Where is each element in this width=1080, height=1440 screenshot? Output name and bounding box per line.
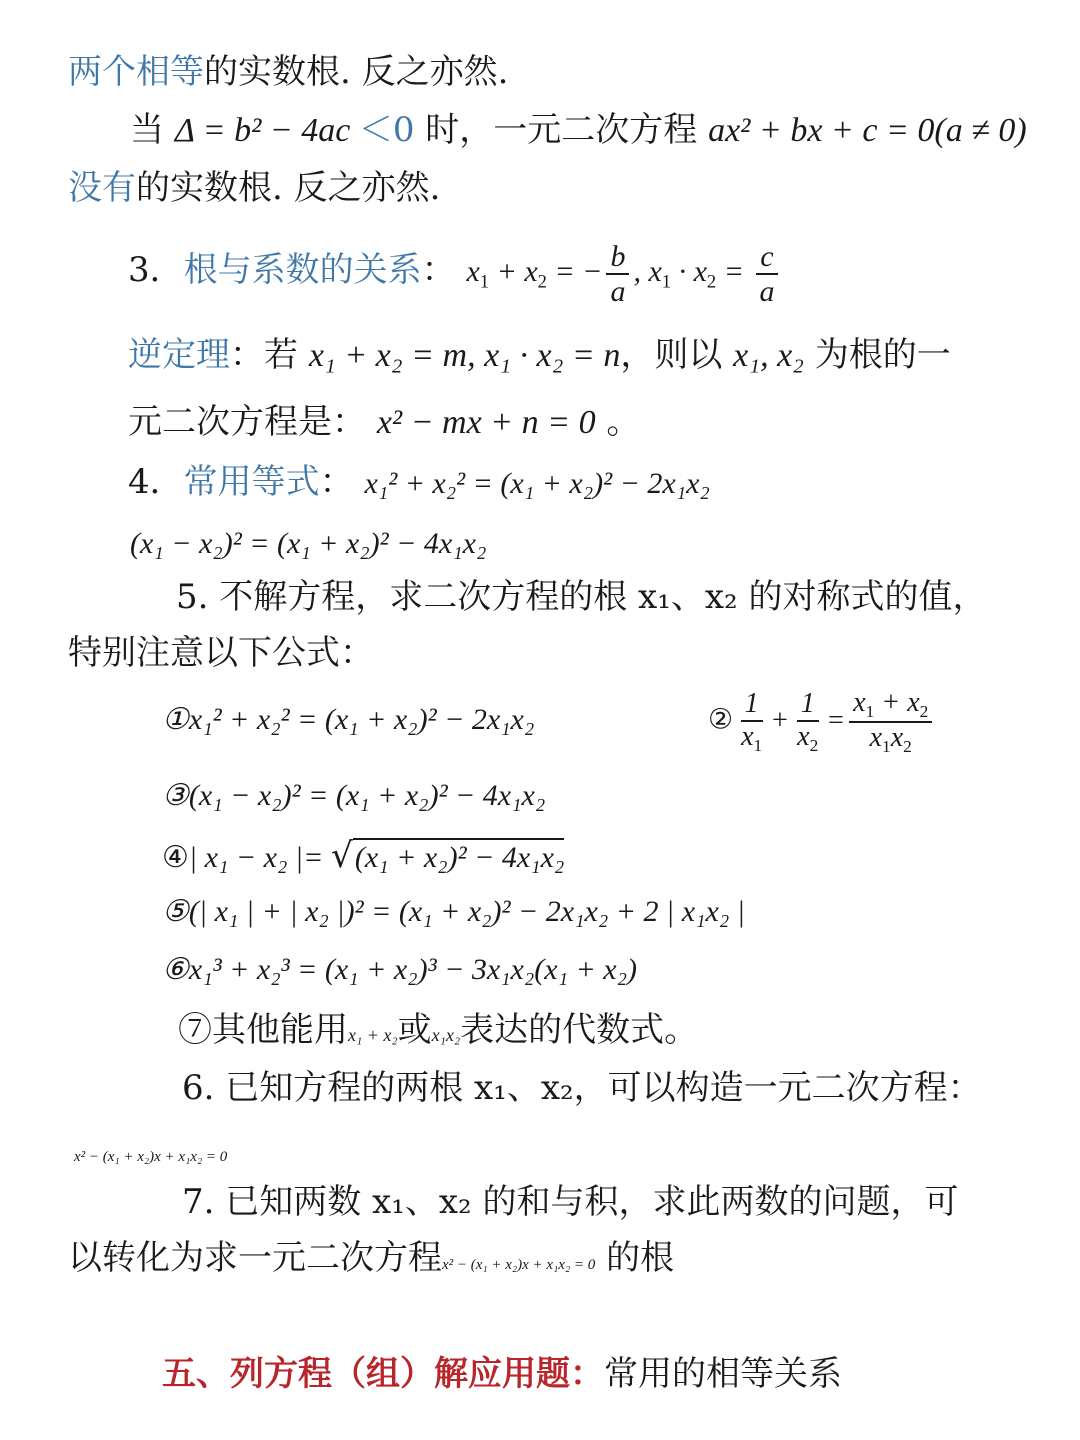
line-text: 当 (130, 110, 164, 150)
line-text: 或 (397, 1010, 432, 1050)
converse-equation (128, 402, 1080, 444)
line-equal-roots (68, 52, 1080, 93)
identity-diff-square: (x₁ − x₂)² = (x₁ + x₂)² − 4x₁x₂ (130, 527, 487, 560)
line-text: 时，一元二次方程 (414, 110, 709, 150)
sum-product-equation-small: x² − (x₁ + x₂)x + x₁x₂ = 0 (442, 1257, 596, 1273)
product-expression: x₁x₂ (431, 1025, 461, 1045)
discriminant-formula: Δ = b² − 4ac (174, 112, 359, 149)
roots-symbol: x₁, x₂ (733, 337, 804, 374)
identity-diff-square-line (130, 522, 1080, 563)
sum-expression: x₁ + x₂ (348, 1025, 398, 1045)
constructed-equation: x² − mx + n = 0 (376, 404, 596, 441)
section-subtitle: 常用的相等关系 (604, 1354, 842, 1394)
highlight-two-equal: 两个相等 (68, 52, 204, 92)
item-number: 4． (128, 462, 184, 502)
sqrt-icon: √ (330, 836, 353, 876)
section-title: 五、列方程（组）解应用题： (162, 1354, 604, 1394)
constructed-equation-small: x² − (x₁ + x₂)x + x₁x₂ = 0 (74, 1149, 228, 1165)
converse-theorem (128, 335, 1080, 377)
formula-2 (708, 688, 1080, 756)
formula-5 (162, 894, 1080, 930)
line-text: 的实数根. 反之亦然. (204, 52, 509, 92)
section-heading (162, 1354, 1080, 1395)
colon: ： (421, 249, 456, 290)
line-text: 5. 不解方程，求二次方程的根 x₁、x₂ 的对称式的值， (176, 577, 987, 617)
line-text: 6. 已知方程的两根 x₁、x₂，可以构造一元二次方程： (182, 1068, 982, 1108)
construct-equation-line (74, 1130, 1080, 1171)
formula-4-label: ④ (162, 840, 189, 875)
formula-7 (178, 1010, 1080, 1051)
formula-3-eq: ③(x₁ − x₂)² = (x₁ + x₂)² − 4x₁x₂ (162, 779, 546, 812)
sum-product-intro (182, 1182, 1080, 1223)
symmetric-intro (176, 577, 1080, 618)
identity-sum-squares: x₁² + x₂² = (x₁ + x₂)² − 2x₁x₂ (364, 467, 710, 500)
converse-title: 逆定理 (128, 335, 230, 375)
formula-2-label: ② (708, 702, 734, 736)
formula-6-eq: ⑥x₁³ + x₂³ = (x₁ + x₂)³ − 3x₁x₂(x₁ + x₂) (162, 953, 638, 986)
line-text: 以转化为求一元二次方程 (68, 1238, 442, 1278)
line-text: 7. 已知两数 x₁、x₂ 的和与积，求此两数的问题，可 (182, 1182, 959, 1222)
formula-1-eq: ①x₁² + x₂² = (x₁ + x₂)² − 2x₁x₂ (162, 703, 535, 736)
less-than-zero: ＜0 (358, 110, 415, 150)
converse-condition: x₁ + x₂ = m, x₁ · x₂ = n (308, 337, 621, 374)
line-text: 为根的一 (803, 335, 951, 375)
sum-product-equation (68, 1238, 1080, 1279)
line-text: 的实数根. 反之亦然. (136, 168, 441, 208)
line-text: 表达的代数式。 (460, 1010, 699, 1050)
formula-note (68, 633, 1080, 674)
vieta-formula: $x_1 + x_2$ = − $\frac{b}{a}$ , $x_1 \cdot x_2$ = $\frac{c}{a}$ (466, 255, 782, 288)
common-identities (128, 462, 1080, 503)
construct-equation-intro (182, 1068, 1080, 1109)
formula-5-eq: ⑤(| x₁ | + | x₂ |)² = (x₁ + x₂)² − 2x₁x₂ + 2 | x₁x₂ | (162, 895, 746, 928)
line-discriminant-negative (130, 110, 1080, 152)
formula-4-radicand: (x₁ + x₂)² − 4x₁x₂ (353, 838, 564, 876)
formula-3 (162, 778, 1080, 814)
line-text: 特别注意以下公式： (68, 633, 374, 673)
highlight-none: 没有 (68, 168, 136, 208)
line-text: 的根 (595, 1238, 675, 1278)
line-text: 。 (595, 402, 641, 442)
identities-title: 常用等式 (183, 462, 320, 502)
formula-4 (162, 836, 1080, 877)
line-no-roots (68, 168, 1080, 209)
formula-2-eq: $\frac{1}{x_1}$ + $\frac{1}{x_2}$ = $\frac{x_1 + x_2}{x_1x_2}$ (733, 705, 936, 736)
line-text: ⑦其他能用 (178, 1010, 348, 1050)
colon: ： (319, 462, 354, 502)
quadratic-equation: ax² + bx + c = 0(a ≠ 0) (708, 112, 1027, 149)
line-text: ：若 (230, 335, 309, 375)
line-text: 元二次方程是： (128, 402, 366, 442)
formula-4-left: | x₁ − x₂ |= (188, 841, 331, 874)
vieta-relations (128, 240, 1080, 308)
item-number: 3． (128, 249, 184, 290)
vieta-title: 根与系数的关系 (183, 249, 422, 290)
formula-6 (162, 952, 1080, 988)
line-text: ，则以 (620, 335, 734, 375)
